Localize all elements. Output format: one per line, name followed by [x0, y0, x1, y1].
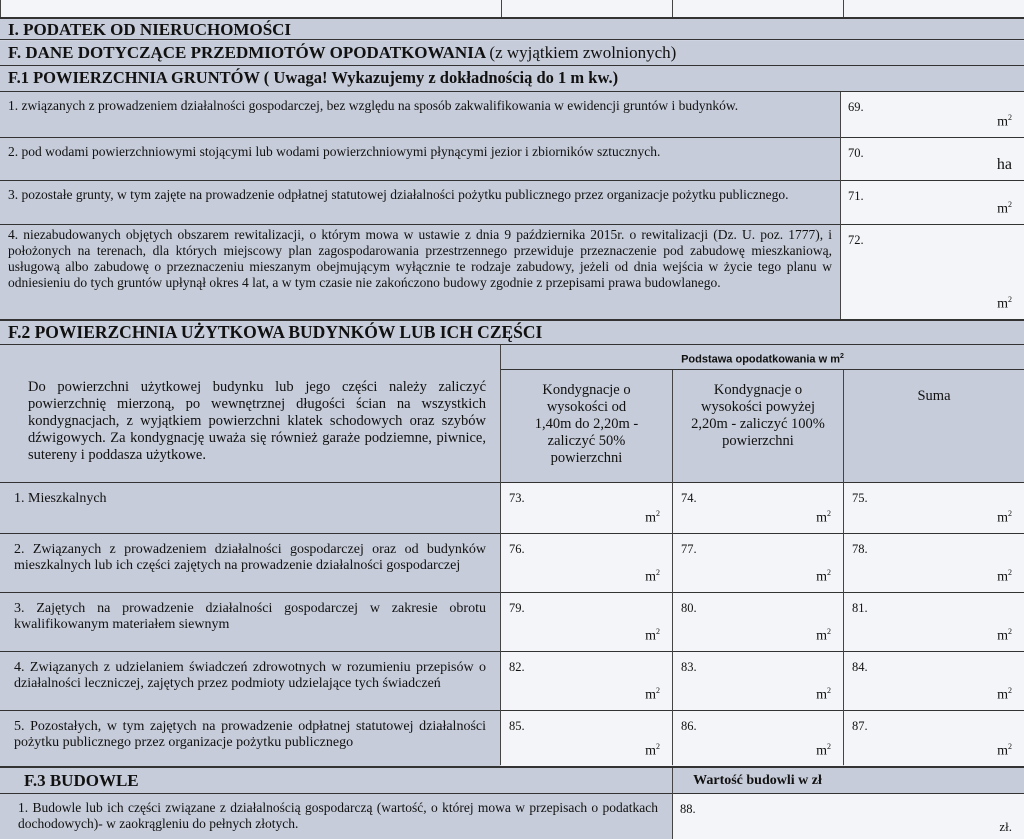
- f1-row-3-label: 3. pozostałe grunty, w tym zajęte na prowadzenie odpłatnej statutowej działalności pożytku publicznego przez organizacje pożytku publicznego.: [0, 181, 840, 224]
- section-i-title: I. PODATEK OD NIERUCHOMOŚCI: [0, 19, 1024, 40]
- f2-field-82[interactable]: 82. $m^2$: [501, 652, 672, 710]
- f2-field-73[interactable]: 73. $m^2$: [501, 483, 672, 533]
- f2-field-74[interactable]: 74. $m^2$: [673, 483, 843, 533]
- f2-field-76[interactable]: 76. $m^2$: [501, 534, 672, 592]
- f1-field-71[interactable]: 71. $m^2$: [840, 181, 1024, 224]
- f2-field-87[interactable]: 87. $m^2$: [844, 711, 1024, 766]
- f2-row-1-label: 1. Mieszkalnych: [0, 483, 500, 533]
- f1-row-4-label: 4. niezabudowanych objętych obszarem rewitalizacji, o którym mowa w ustawie z dnia 9 października 2015r. o rewitalizacji (Dz. U. poz. 1777), i położonych na terenach, dla których miejscowy plan zagospodarowania przestrzennego przewiduje przeznaczenie pod zabudowę mieszkaniową, usługową albo zabudowę o przeznaczeniu mieszanym obejmującym wyłącznie te rodzaje zabudowy, jeżeli od dnia wejścia w życie tego planu w odniesieniu do tych gruntów upłynął okres 4 lat, a w tym czasie nie zakończono budowy zgodnie z przepisami prawa budowlanego.: [0, 225, 840, 319]
- section-f-title: [0, 41, 1024, 65]
- f1-field-69[interactable]: 69. $m^2$: [840, 92, 1024, 137]
- f2-field-81[interactable]: 81. $m^2$: [844, 593, 1024, 651]
- section-f-title-text: F. DANE DOTYCZĄCE PRZEDMIOTÓW OPODATKOWANIA: [8, 43, 486, 62]
- f2-field-85[interactable]: 85. $m^2$: [501, 711, 672, 766]
- f1-field-72[interactable]: 72. $m^2$: [840, 225, 1024, 319]
- f1-row-2-label: 2. pod wodami powierzchniowymi stojącymi lub wodami powierzchniowymi płynącymi jezior i zbiorników sztucznych.: [0, 138, 840, 180]
- f1-field-70[interactable]: 70. ha: [840, 138, 1024, 180]
- f3-field-88[interactable]: 88. zł.: [672, 794, 1024, 839]
- f3-header-spacer: [843, 768, 1024, 793]
- f2-intro: Do powierzchni użytkowej budynku lub jego części należy zaliczyć powierzchnię mierzoną, po wewnętrznej długości ścian na wszystkich kondygnacjach, z wyjątkiem powierzchni klatek schodowych oraz szybów dźwigowych. Za kondygnację uważa się również garaże podziemne, piwnice, sutereny i poddasza użytkowe.: [0, 345, 500, 482]
- f2-row-4-label: 4. Związanych z udzielaniem świadczeń zdrowotnych w rozumieniu przepisów o działalności leczniczej, zajętych przez podmioty udzielające tych świadczeń: [0, 652, 500, 710]
- f2-field-80[interactable]: 80. $m^2$: [673, 593, 843, 651]
- f2-col-1-header: Kondygnacje o wysokości od 1,40m do 2,20m - zaliczyć 50% powierzchni: [501, 370, 672, 482]
- f2-field-78[interactable]: 78. $m^2$: [844, 534, 1024, 592]
- f2-field-79[interactable]: 79. $m^2$: [501, 593, 672, 651]
- f2-field-84[interactable]: 84. $m^2$: [844, 652, 1024, 710]
- section-f-suffix: (z wyjątkiem zwolnionych): [489, 43, 677, 62]
- f3-row-1-label: 1. Budowle lub ich części związane z działalnością gospodarczą (wartość, o której mowa w przepisach o podatkach dochodowych)- w zaokrągleniu do pełnych złotych.: [0, 794, 672, 839]
- top-stub-row: [0, 0, 1024, 18]
- f2-col-3-header: Suma: [844, 370, 1024, 482]
- f2-row-3-label: 3. Zajętych na prowadzenie działalności gospodarczej w zakresie obrotu kwalifikowanym materiałem siewnym: [0, 593, 500, 651]
- section-f3-title: F.3 BUDOWLE: [0, 768, 672, 793]
- f2-field-75[interactable]: 75. $m^2$: [844, 483, 1024, 533]
- f2-field-83[interactable]: 83. $m^2$: [673, 652, 843, 710]
- f2-col-2-header: Kondygnacje o wysokości powyżej 2,20m - zaliczyć 100% powierzchni: [673, 370, 843, 482]
- f2-base-header: Podstawa opodatkowania w $m^2$: [501, 345, 1024, 369]
- f2-field-86[interactable]: 86. $m^2$: [673, 711, 843, 766]
- f2-row-5-label: 5. Pozostałych, w tym zajętych na prowadzenie odpłatnej statutowej działalności pożytku publicznego przez organizacje pożytku publicznego: [0, 711, 500, 766]
- f1-row-1-label: 1. związanych z prowadzeniem działalności gospodarczej, bez względu na sposób zakwalifikowania w ewidencji gruntów i budynków.: [0, 92, 840, 137]
- f2-row-2-label: 2. Związanych z prowadzeniem działalności gospodarczej oraz od budynków mieszkalnych lub ich części zajętych na prowadzenie działalności gospodarczej: [0, 534, 500, 592]
- section-f1-title: F.1 POWIERZCHNIA GRUNTÓW ( Uwaga! Wykazujemy z dokładnością do 1 m kw.): [0, 66, 1024, 91]
- f3-value-header: Wartość budowli w zł: [672, 768, 843, 793]
- f2-field-77[interactable]: 77. $m^2$: [673, 534, 843, 592]
- section-f2-title: F.2 POWIERZCHNIA UŻYTKOWA BUDYNKÓW LUB ICH CZĘŚCI: [0, 321, 1024, 344]
